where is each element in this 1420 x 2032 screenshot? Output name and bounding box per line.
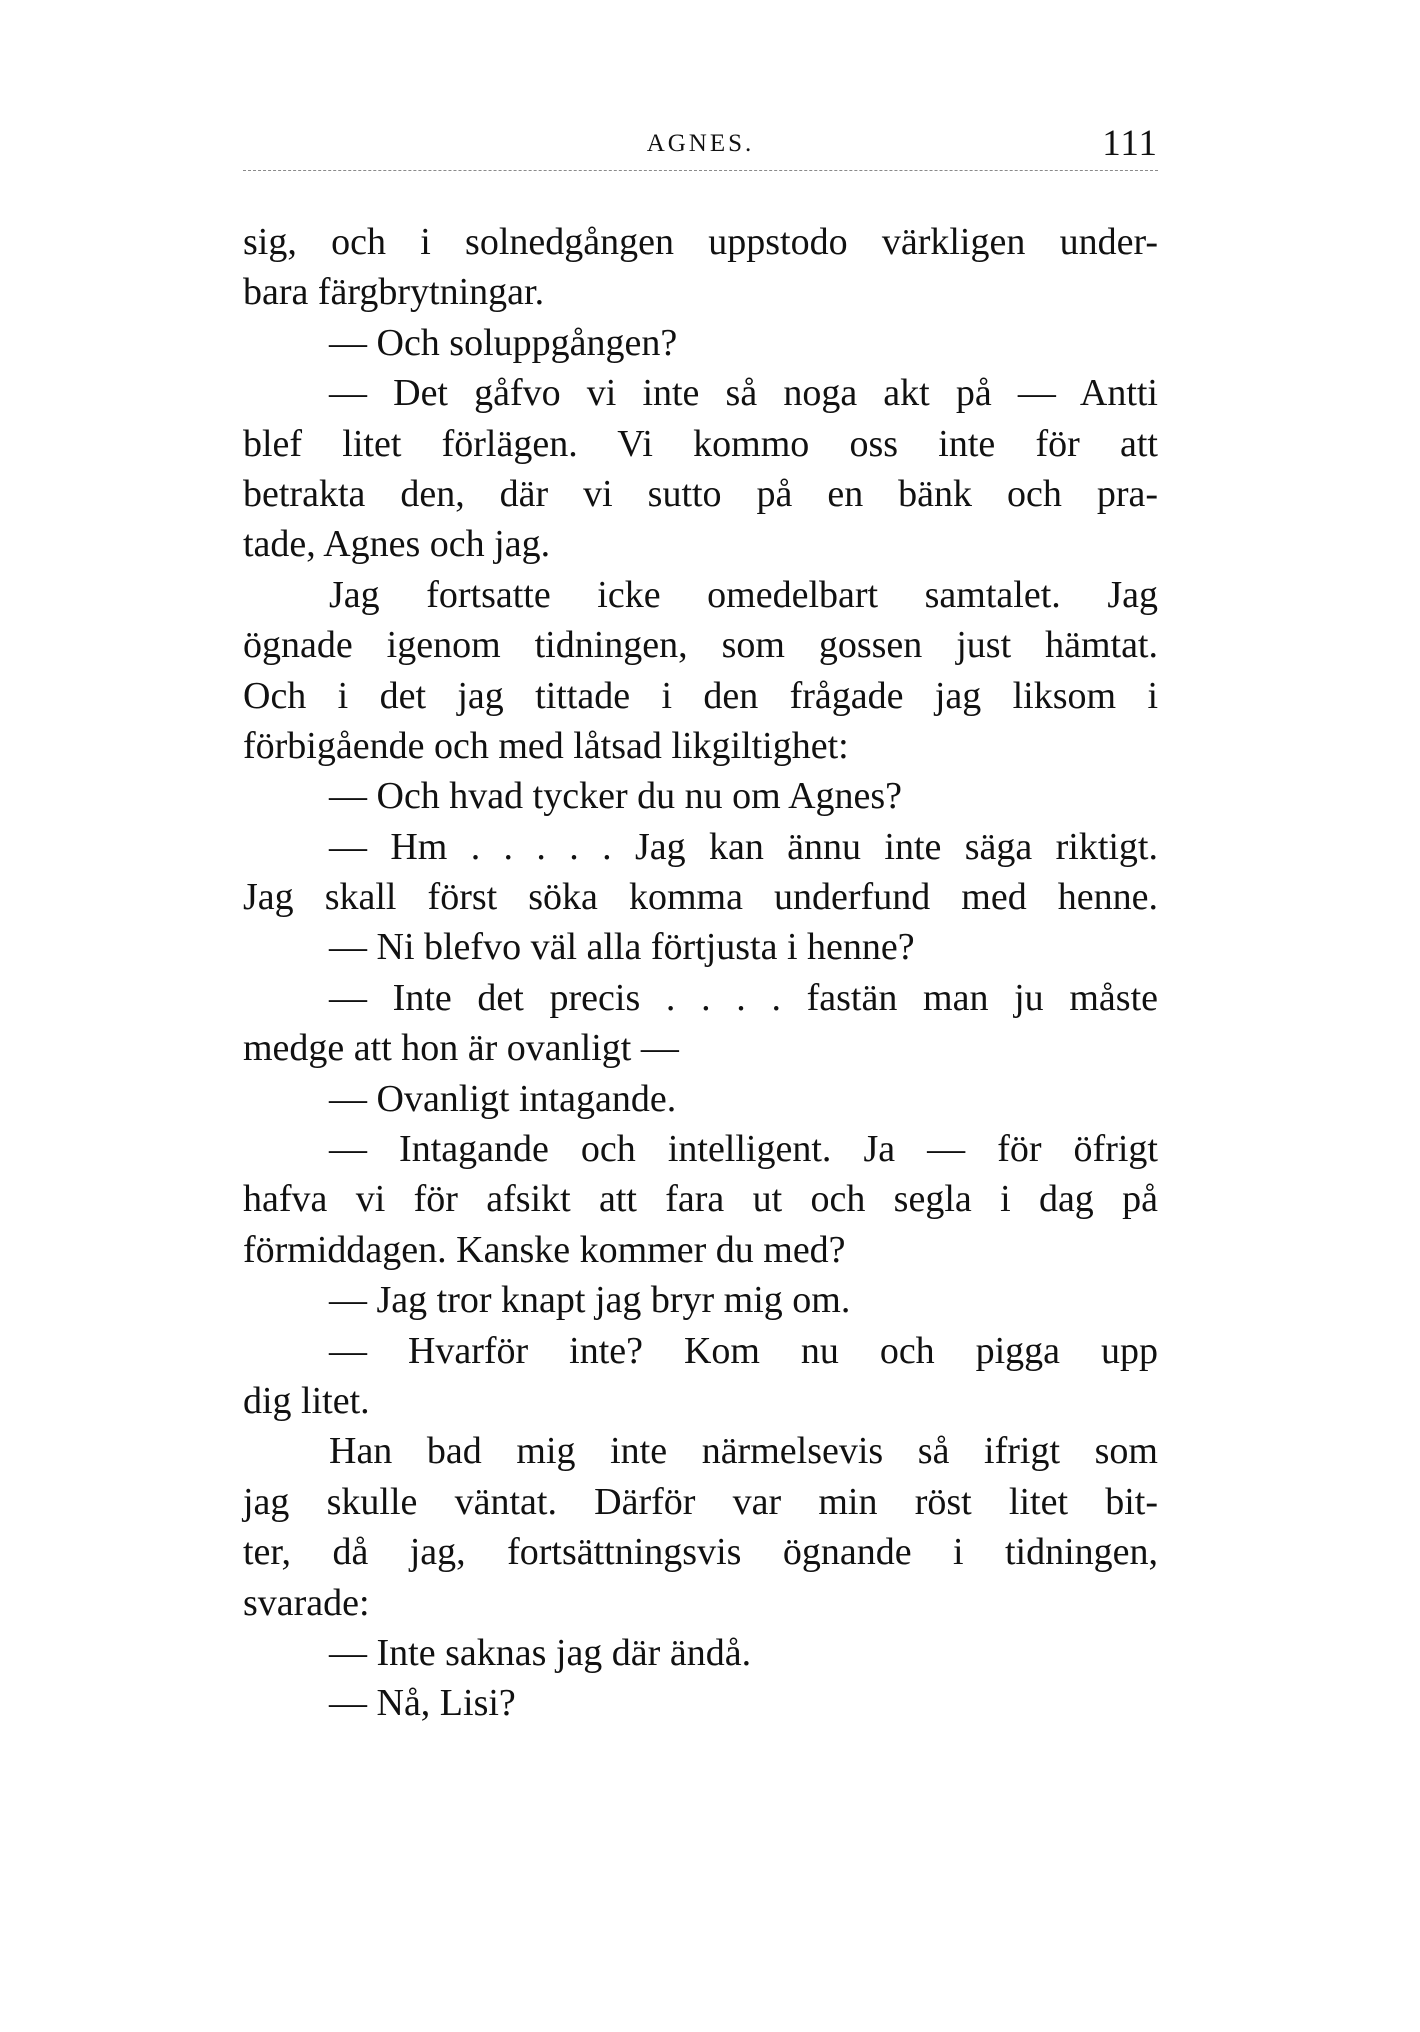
text-line: — Och hvad tycker du nu om Agnes?	[329, 775, 903, 818]
text-line: — Ovanligt intagande.	[329, 1077, 677, 1120]
text-line: — Intagande och intelligent. Ja — för öfrigt	[329, 1128, 1158, 1171]
text-line: Jag fortsatte icke omedelbart samtalet. Jag	[329, 573, 1158, 616]
text-line: hafva vi för afsikt att fara ut och segla i dag på	[243, 1178, 1158, 1221]
header-rule	[243, 170, 1158, 171]
text-line: medge att hon är ovanligt —	[243, 1027, 679, 1070]
text-line: — Hm . . . . . Jag kan ännu inte säga riktigt.	[329, 825, 1158, 868]
text-line: — Och soluppgången?	[329, 321, 678, 364]
body-text	[243, 217, 1158, 1729]
text-line: — Inte det precis . . . . fastän man ju måste	[329, 976, 1158, 1019]
text-line: jag skulle väntat. Därför var min röst litet bit-	[243, 1480, 1158, 1523]
text-line: förbigående och med låtsad likgiltighet:	[243, 724, 849, 767]
text-line: dig litet.	[243, 1379, 370, 1422]
running-head	[243, 123, 1158, 166]
text-line: — Jag tror knapt jag bryr mig om.	[329, 1279, 851, 1322]
text-line: ögnade igenom tidningen, som gossen just hämtat.	[243, 624, 1158, 667]
text-line: — Ni blefvo väl alla förtjusta i henne?	[329, 926, 915, 969]
text-line: blef litet förlägen. Vi kommo oss inte för att	[243, 422, 1158, 465]
text-line: — Nå, Lisi?	[329, 1682, 516, 1725]
running-title: AGNES.	[646, 130, 755, 157]
text-line: förmiddagen. Kanske kommer du med?	[243, 1228, 846, 1271]
text-line: Jag skall först söka komma underfund med henne.	[243, 876, 1158, 919]
text-line: ter, då jag, fortsättningsvis ögnande i tidningen,	[243, 1531, 1158, 1574]
text-line: tade, Agnes och jag.	[243, 523, 551, 566]
text-line: sig, och i solnedgången uppstodo värkligen under-	[243, 221, 1158, 263]
page-number: 111	[1102, 123, 1158, 164]
text-line: — Hvarför inte? Kom nu och pigga upp	[329, 1329, 1158, 1372]
text-line: svarade:	[243, 1581, 370, 1624]
text-line: bara färgbrytningar.	[243, 271, 545, 314]
text-line: — Det gåfvo vi inte så noga akt på — Antti	[329, 372, 1158, 415]
text-line: Han bad mig inte närmelsevis så ifrigt som	[329, 1430, 1158, 1473]
text-line: betrakta den, där vi sutto på en bänk och pra-	[243, 472, 1158, 515]
text-line: Och i det jag tittade i den frågade jag liksom i	[243, 674, 1158, 717]
text-line: — Inte saknas jag där ändå.	[329, 1631, 752, 1674]
